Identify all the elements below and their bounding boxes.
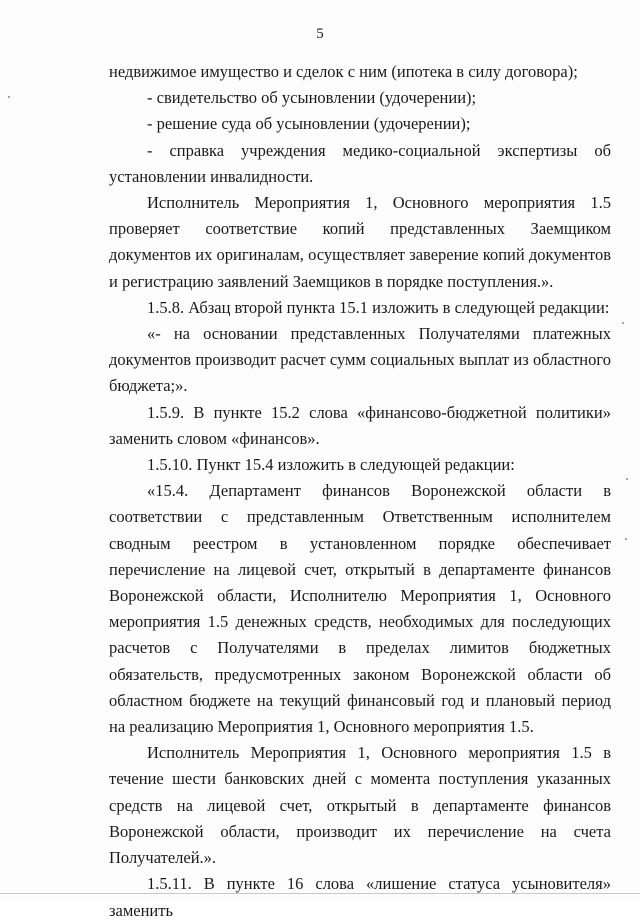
- paragraph-document-verification: Исполнитель Мероприятия 1, Основного мероприятия 1.5 проверяет соответствие копий представленных Заемщиком документов их оригиналам, осуществляет заверение копий документов и регистрацию заявлений Заемщиков в порядке поступления.».: [109, 193, 611, 291]
- paragraph-clause-1-5-11: 1.5.11. В пункте 16 слова «лишение статуса усыновителя» заменить: [109, 874, 611, 920]
- paragraph-clause-1-5-10: 1.5.10. Пункт 15.4 изложить в следующей редакции:: [147, 455, 515, 475]
- scan-edge: [0, 893, 640, 894]
- paragraph-clause-15-4: «15.4. Департамент финансов Воронежской области в соответствии с представленным Ответственным исполнителем сводным реестром в установленном порядке обеспечивает перечисление на лицевой счет, открытый в департаменте финансов Воронежской области, Исполнителю Мероприятия 1, Основного мероприятия 1.5 денежных средств, необходимых для последующих расчетов с Получателями в пределах лимитов бюджетных обязательств, предусмотренных законом Воронежской области об областном бюджете на текущий финансовый год и плановый период на реализацию Мероприятия 1, Основного мероприятия 1.5.: [109, 481, 611, 737]
- paragraph-continuation: недвижимое имущество и сделок с ним (ипотека в силу договора);: [109, 62, 578, 81]
- list-item-adoption-certificate: - свидетельство об усыновлении (удочерении);: [147, 88, 477, 108]
- paragraph-transfer-to-recipients: Исполнитель Мероприятия 1, Основного мероприятия 1.5 в течение шести банковских дней с момента поступления указанных средств на лицевой счет, открытый в департаменте финансов Воронежской области, производит их перечисление на счета Получателей.».: [109, 743, 611, 868]
- paragraph-clause-1-5-8: 1.5.8. Абзац второй пункта 15.1 изложить в следующей редакции:: [147, 297, 610, 317]
- scan-artifact: [625, 538, 627, 540]
- scan-artifact: [622, 322, 624, 324]
- paragraph-clause-1-5-9: 1.5.9. В пункте 15.2 слова «финансово-бюджетной политики» заменить словом «финансов».: [109, 402, 611, 448]
- document-body: [109, 59, 611, 924]
- list-item-disability-certificate: - справка учреждения медико-социальной экспертизы об установлении инвалидности.: [109, 140, 611, 186]
- list-item-court-decision: - решение суда об усыновлении (удочерении);: [147, 114, 471, 134]
- scan-artifact: [8, 96, 10, 98]
- paragraph-clause-1-5-8-quote: «- на основании представленных Получателями платежных документов производит расчет сумм социальных выплат из областного бюджета;».: [109, 324, 611, 396]
- scan-artifact: [626, 478, 628, 480]
- page-number: 5: [316, 26, 324, 42]
